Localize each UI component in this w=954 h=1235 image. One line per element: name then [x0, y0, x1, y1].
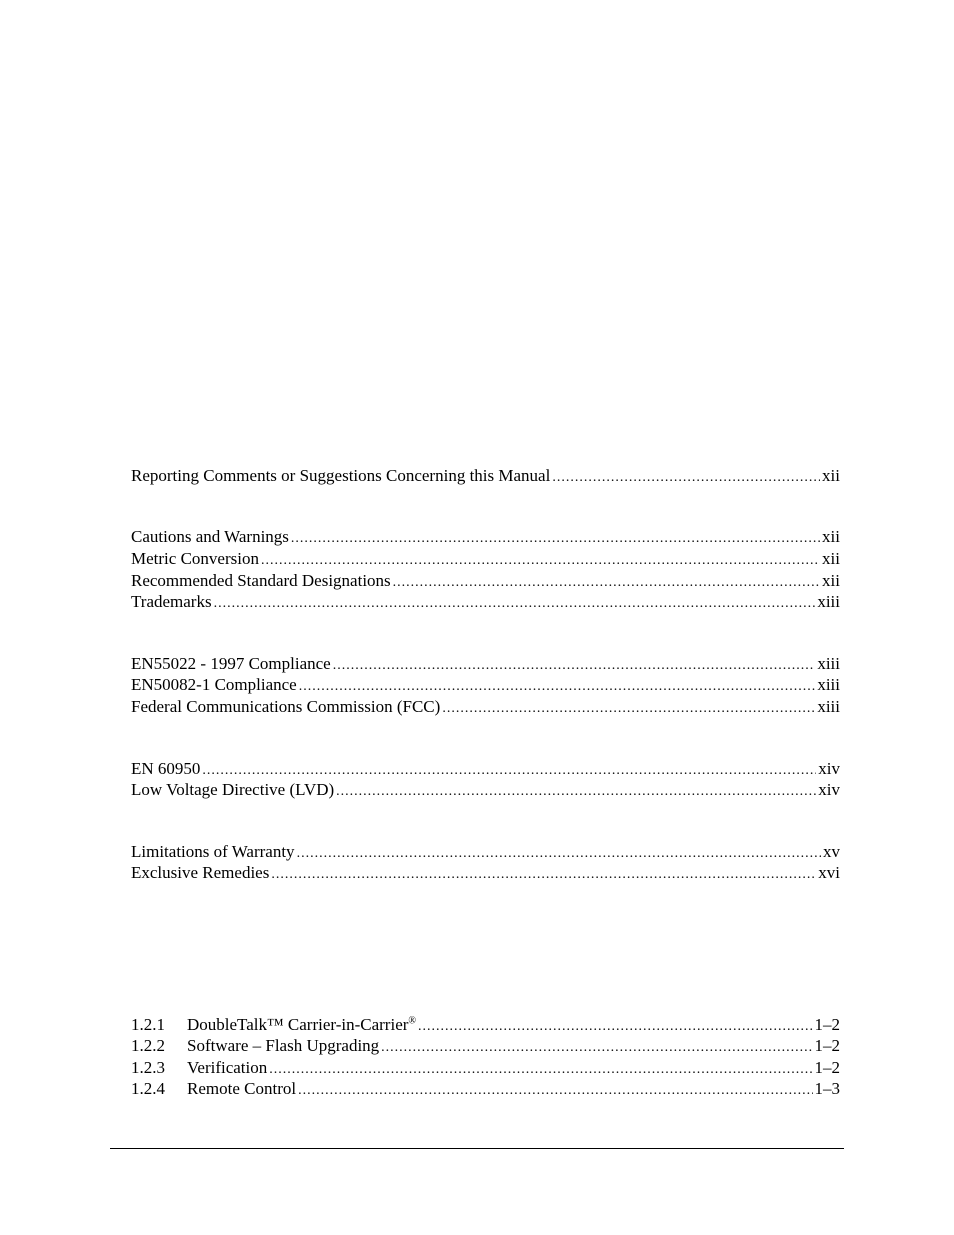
toc-entry-page: xii: [822, 549, 840, 568]
toc-entry[interactable]: [131, 863, 840, 885]
toc-entry-title: Reporting Comments or Suggestions Concerning this Manual: [131, 466, 551, 485]
toc-entry[interactable]: [131, 466, 840, 488]
footer-rule: [110, 1148, 844, 1149]
toc-entry-title: Cautions and Warnings: [131, 527, 289, 546]
toc-entry[interactable]: [131, 697, 840, 719]
toc-entry-number: 1.2.4: [131, 1079, 165, 1098]
toc-entry-title: Metric Conversion: [131, 549, 259, 568]
toc-entry-page: 1–2: [814, 1015, 840, 1034]
toc-entry-page: xiv: [818, 759, 840, 778]
dot-leader: [214, 596, 816, 612]
toc-entry[interactable]: [131, 842, 840, 864]
toc-entry[interactable]: [131, 592, 840, 614]
toc-entry-title: Trademarks: [131, 592, 212, 611]
toc-entry-number: 1.2.1: [131, 1015, 165, 1034]
dot-leader: [297, 846, 821, 862]
toc-entry-page: xii: [822, 571, 840, 590]
toc-entry-number: 1.2.3: [131, 1058, 165, 1077]
dot-leader: [269, 1062, 812, 1078]
toc-entry[interactable]: [131, 571, 840, 593]
toc-entry[interactable]: [131, 654, 840, 676]
dot-leader: [299, 679, 816, 695]
toc-entry[interactable]: [131, 1036, 840, 1058]
toc-entry-title: [187, 1015, 416, 1035]
toc-entry[interactable]: [131, 675, 840, 697]
toc-entry-title: Remote Control: [187, 1079, 297, 1098]
toc-entry[interactable]: [131, 1079, 840, 1101]
toc-entry-page: xv: [823, 842, 840, 861]
toc-entry-page: xiii: [817, 675, 840, 694]
dot-leader: [418, 1019, 812, 1035]
toc-entry-title: EN50082-1 Compliance: [131, 675, 297, 694]
toc-entry-page: 1–3: [814, 1079, 840, 1098]
toc-entry-page: 1–2: [814, 1058, 840, 1077]
dot-leader: [202, 763, 816, 779]
toc-entry-title: Low Voltage Directive (LVD): [131, 780, 335, 799]
toc-entry-number: 1.2.2: [131, 1036, 165, 1055]
toc-entry[interactable]: [131, 780, 840, 802]
toc-entry-page: xiii: [817, 654, 840, 673]
toc-entry[interactable]: [131, 527, 840, 549]
toc-entry-title-text: DoubleTalk™ Carrier-in-Carrier: [187, 1015, 409, 1034]
toc-entry[interactable]: [131, 759, 840, 781]
toc-entry-page: xvi: [818, 863, 840, 882]
toc-entry-title: Software – Flash Upgrading: [187, 1036, 380, 1055]
toc-entry-page: xiii: [817, 592, 840, 611]
toc-entry-page: xii: [822, 466, 840, 485]
dot-leader: [393, 575, 820, 591]
toc-entry[interactable]: [131, 549, 840, 571]
toc-entry-page: xiv: [818, 780, 840, 799]
toc-entry[interactable]: [131, 1015, 840, 1037]
dot-leader: [291, 531, 820, 547]
toc-entry-title: Exclusive Remedies: [131, 863, 270, 882]
toc-entry-title: Limitations of Warranty: [131, 842, 295, 861]
dot-leader: [333, 658, 816, 674]
registered-mark: ®: [408, 1015, 417, 1027]
toc-entry-title: Recommended Standard Designations: [131, 571, 391, 590]
toc-entry-title: Federal Communications Commission (FCC): [131, 697, 441, 716]
dot-leader: [442, 701, 815, 717]
toc-entry-page: 1–2: [814, 1036, 840, 1055]
toc-entry-title: EN 60950: [131, 759, 201, 778]
dot-leader: [336, 784, 816, 800]
toc-entry-title: EN55022 - 1997 Compliance: [131, 654, 331, 673]
toc-entry-page: xii: [822, 527, 840, 546]
dot-leader: [381, 1040, 812, 1056]
dot-leader: [271, 867, 816, 883]
toc-entry-title: Verification: [187, 1058, 268, 1077]
dot-leader: [552, 470, 820, 486]
dot-leader: [298, 1083, 812, 1099]
dot-leader: [261, 553, 820, 569]
toc-entry-page: xiii: [817, 697, 840, 716]
toc-entry[interactable]: [131, 1058, 840, 1080]
